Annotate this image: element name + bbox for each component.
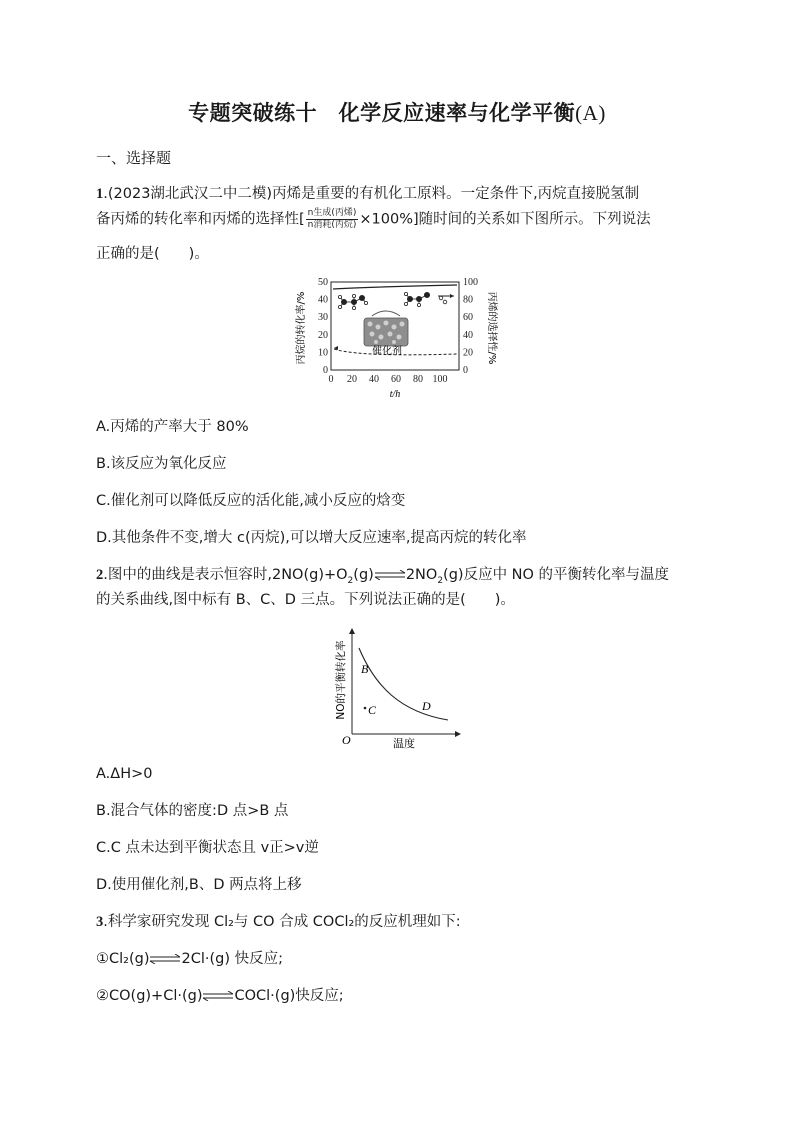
q2-text-1b: (g) <box>353 567 374 583</box>
left-tick: 20 <box>318 329 328 341</box>
q2-option-d: D.使用催化剂,B、D 两点将上移 <box>96 877 302 893</box>
x-tick: 20 <box>347 374 357 385</box>
origin-label: O <box>342 733 351 747</box>
fraction-numerator: n生成(丙烯) <box>307 208 357 218</box>
section-heading: 一、选择题 <box>96 149 172 167</box>
q3-step2-right: COCl·(g)快反应; <box>234 988 344 1004</box>
q3-step2 <box>96 985 698 1007</box>
point-c-label: C <box>368 703 377 717</box>
left-tick: 30 <box>318 312 328 324</box>
q1-option-a: A.丙烯的产率大于 80% <box>96 419 249 435</box>
q2-option-c: C.C 点未达到平衡状态且 v正>v逆 <box>96 840 319 856</box>
x-tick: 0 <box>328 374 334 385</box>
x-axis-label: t/h <box>389 389 401 400</box>
catalyst-illustration <box>364 311 408 346</box>
equilibrium-arrow-icon <box>202 991 234 1001</box>
selectivity-fraction <box>306 208 359 231</box>
q2-equilibrium-chart <box>330 624 464 750</box>
left-axis-label: 丙烷的转化率/% <box>296 291 307 365</box>
q1-option-c: C.催化剂可以降低反应的活化能,减小反应的焓变 <box>96 493 406 509</box>
q2-line1: 2.图中的曲线是表示恒容时$,2NO(g)+O_2(g)$ $2NO_2(g)$反应中 NO 的平衡转化率与温度 <box>96 567 670 586</box>
left-tick: 0 <box>323 365 328 376</box>
propane-molecule-icon <box>338 294 367 309</box>
right-axis-label: 丙烯的选择性/% <box>486 291 497 365</box>
point-c-marker <box>364 707 367 710</box>
propylene-molecule-icon <box>404 292 446 306</box>
catalyst-label: 催化剂 <box>372 346 402 357</box>
x-axis-ticks <box>329 374 448 385</box>
q1-text-2a: 备丙烯的转化率和丙烯的选择性[ <box>96 211 305 228</box>
x-tick: 80 <box>413 374 423 385</box>
y-axis-label: NO的平衡转化率 <box>335 640 347 720</box>
right-tick: 0 <box>463 365 468 376</box>
x-axis-label: 温度 <box>393 737 415 750</box>
title-suffix: (A) <box>575 101 606 125</box>
right-tick: 100 <box>463 277 478 288</box>
q2-text-1d: (g)反应中 NO 的平衡转化率与温度 <box>443 567 670 583</box>
left-axis-ticks <box>318 277 328 376</box>
left-tick: 50 <box>318 277 328 288</box>
selectivity-curve <box>333 285 457 289</box>
q1-line2 <box>96 208 698 231</box>
right-tick: 80 <box>463 294 473 306</box>
right-arrow-icon <box>450 294 454 298</box>
q3-step1-left: ①Cl₂(g) <box>96 951 150 967</box>
q3-text-1: .科学家研究发现 Cl₂与 CO 合成 COCl₂的反应机理如下: <box>103 914 461 930</box>
x-tick: 40 <box>369 374 379 385</box>
q1-number: 1 <box>96 186 104 202</box>
q3-step2-left: ②CO(g)+Cl·(g) <box>96 988 203 1004</box>
fraction-denominator: n消耗(丙烷) <box>307 220 357 230</box>
q2-line2: 的关系曲线,图中标有 B、C、D 三点。下列说法正确的是( )。 <box>96 592 515 608</box>
q3-step1 <box>96 948 698 970</box>
y-axis-arrow-icon <box>349 628 355 634</box>
q1-line3: 正确的是( )。 <box>96 246 209 262</box>
point-d-label: D <box>422 699 431 713</box>
q1-conversion-chart <box>288 272 508 404</box>
equilibrium-arrow-icon <box>374 570 406 580</box>
q2-option-b: B.混合气体的密度:D 点>B 点 <box>96 803 289 819</box>
right-axis-ticks <box>463 277 478 376</box>
title-main: 专题突破练十 化学反应速率与化学平衡 <box>188 101 576 125</box>
q1-option-b: B.该反应为氧化反应 <box>96 456 227 472</box>
q3-line1 <box>96 911 698 933</box>
right-tick: 40 <box>463 329 473 341</box>
q2-number: 2 <box>96 567 104 583</box>
q3-number: 3 <box>96 914 104 930</box>
q2-text-1a: .图中的曲线是表示恒容时,2NO(g)+O <box>103 567 348 583</box>
equilibrium-arrow-icon <box>149 954 181 964</box>
right-tick: 20 <box>463 347 473 359</box>
q1-text-2b: ×100%]随时间的关系如下图所示。下列说法 <box>359 211 651 228</box>
page-title <box>0 97 794 127</box>
q3-step1-right: 2Cl·(g) 快反应; <box>181 951 283 967</box>
q1-line1 <box>96 183 698 205</box>
x-tick: 60 <box>391 374 401 385</box>
q2-text-1c: 2NO <box>405 567 438 583</box>
left-tick: 10 <box>318 347 328 359</box>
q1-text-1: .(2023湖北武汉二中二模)丙烯是重要的有机化工原料。一定条件下,丙烷直接脱氢制 <box>103 186 640 202</box>
point-b-label: B <box>361 662 369 676</box>
q2-option-a: A.ΔH>0 <box>96 766 153 782</box>
left-tick: 40 <box>318 294 328 306</box>
x-tick: 100 <box>432 374 448 385</box>
x-axis-arrow-icon <box>455 731 461 737</box>
right-tick: 60 <box>463 312 473 324</box>
q1-option-d: D.其他条件不变,增大 c(丙烷),可以增大反应速率,提高丙烷的转化率 <box>96 530 527 546</box>
